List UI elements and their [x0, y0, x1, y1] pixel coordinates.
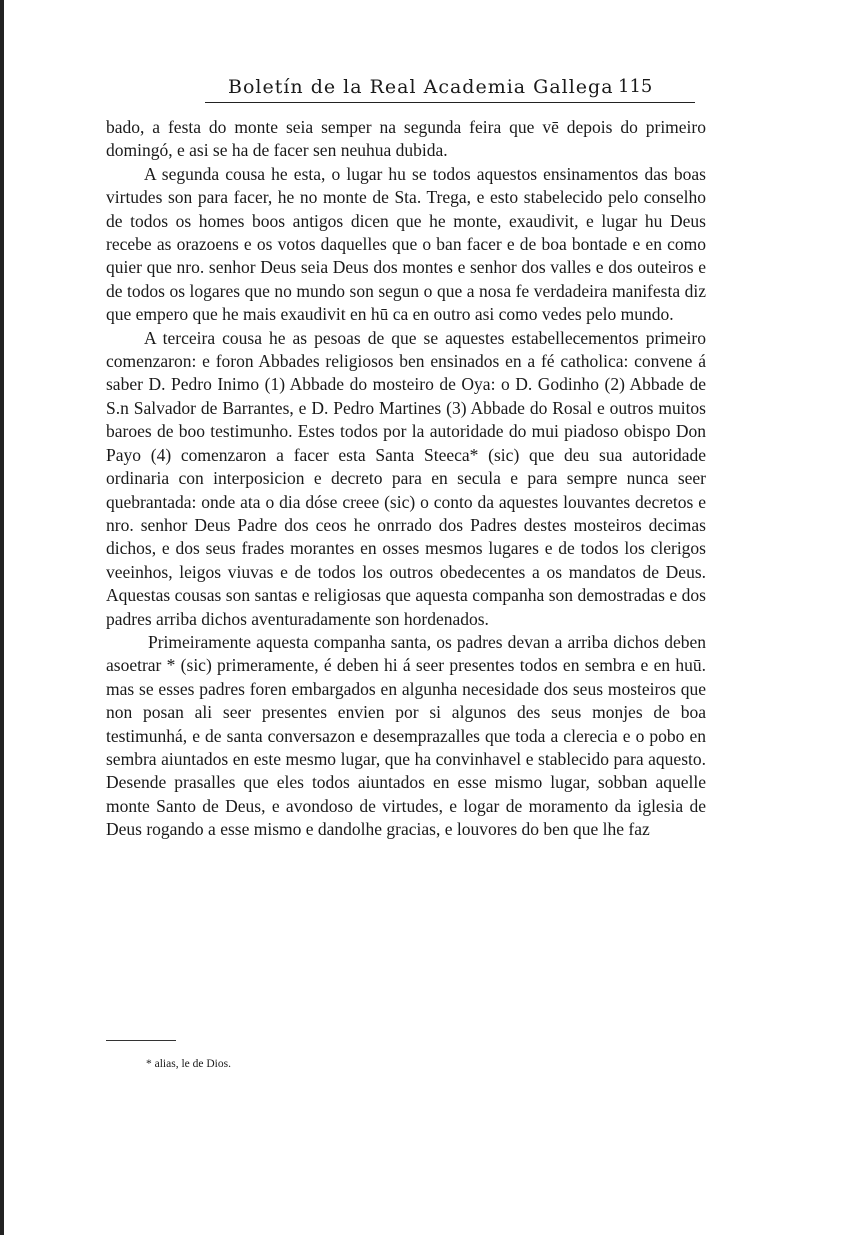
- running-title: Boletín de la Real Academia Gallega: [228, 76, 614, 98]
- paragraph: A segunda cousa he esta, o lugar hu se todos aquestos ensinamentos das boas virtudes son para facer, he no monte de Sta. Trega, e esto stabelecido pelo conselho de todos os homes boos antigos dicen que he monte, exaudivit, e lugar hu Deus recebe as orazoens e os votos daquelles que o ban facer e de boa bontade e en como quier que nro. senhor Deus seia Deus dos montes e senhor dos valles e dos outeiros e de todos os logares que no mundo son segun o que a nosa fe verdadeira manifesta diz que empero que he mais exaudivit en hū ca en outro asi como vedes pelo mundo.: [106, 163, 706, 325]
- page-header: [200, 74, 700, 104]
- body-text: [106, 116, 706, 842]
- footnote: * alias, le de Dios.: [146, 1058, 231, 1070]
- paragraph: bado, a festa do monte seia semper na segunda feira que vē depois do primeiro domingó, e asi se ha de facer sen neuhua dubida.: [106, 117, 706, 161]
- page-edge-shadow: [0, 0, 4, 1235]
- page-number: 115: [618, 76, 653, 97]
- paragraph: Primeiramente aquesta companha santa, os padres devan a arriba dichos deben asoetrar * (sic) primeramente, é deben hi á seer presentes todos en sembra e en huū. mas se esses padres foren embargados en algunha necesidade dos seus mosteiros que non posan ali seer presentes envien por si algunos des seus monjes de boa testimunhá, e de santa conversazon e desemprazalles que toda a clerecia e o pobo en sembra aiuntados en este mesmo lugar, que ha convinhavel e stablecido para aquesto. Desende prasalles que eles todos aiuntados en esse mismo lugar, sobban aquelle monte Santo de Deus, e avondoso de virtudes, e logar de moramento da iglesia de Deus rogando a esse mismo e dandolhe gracias, e louvores do ben que lhe faz: [106, 631, 706, 840]
- header-rule: [205, 102, 695, 103]
- footnote-rule: [106, 1040, 176, 1041]
- paragraph: A terceira cousa he as pesoas de que se aquestes estabellecementos primeiro comenzaron: e foron Abbades religiosos ben ensinados en a fé catholica: convene á saber D. Pedro Inimo (1) Abbade do mosteiro de Oya: o D. Godinho (2) Abbade de S.n Salvador de Barrantes, e D. Pedro Martines (3) Abbade do Rosal e outros muitos baroes de boo testimunho. Estes todos por la autoridade do mui piadoso obispo Don Payo (4) comenzaron a facer esta Santa Steeca* (sic) que deu sua autoridade ordinaria con interposicion e decreto para en secula e para sempre nunca seer quebrantada: onde ata o dia dóse creee (sic) o conto da aquestes louvantes decretos e nro. senhor Deus Padre dos ceos he onrrado dos Padres destes mosteiros decimas dichos, e dos seus frades morantes en osses mesmos lugares e de todos los clerigos veeinhos, leigos viuvas e de todos los outros obedecentes a os mandatos de Deus. Aquestas cousas son santas e religiosas que aquesta companha son demostradas e dos padres arriba dichos aventuradamente son hordenados.: [106, 327, 706, 629]
